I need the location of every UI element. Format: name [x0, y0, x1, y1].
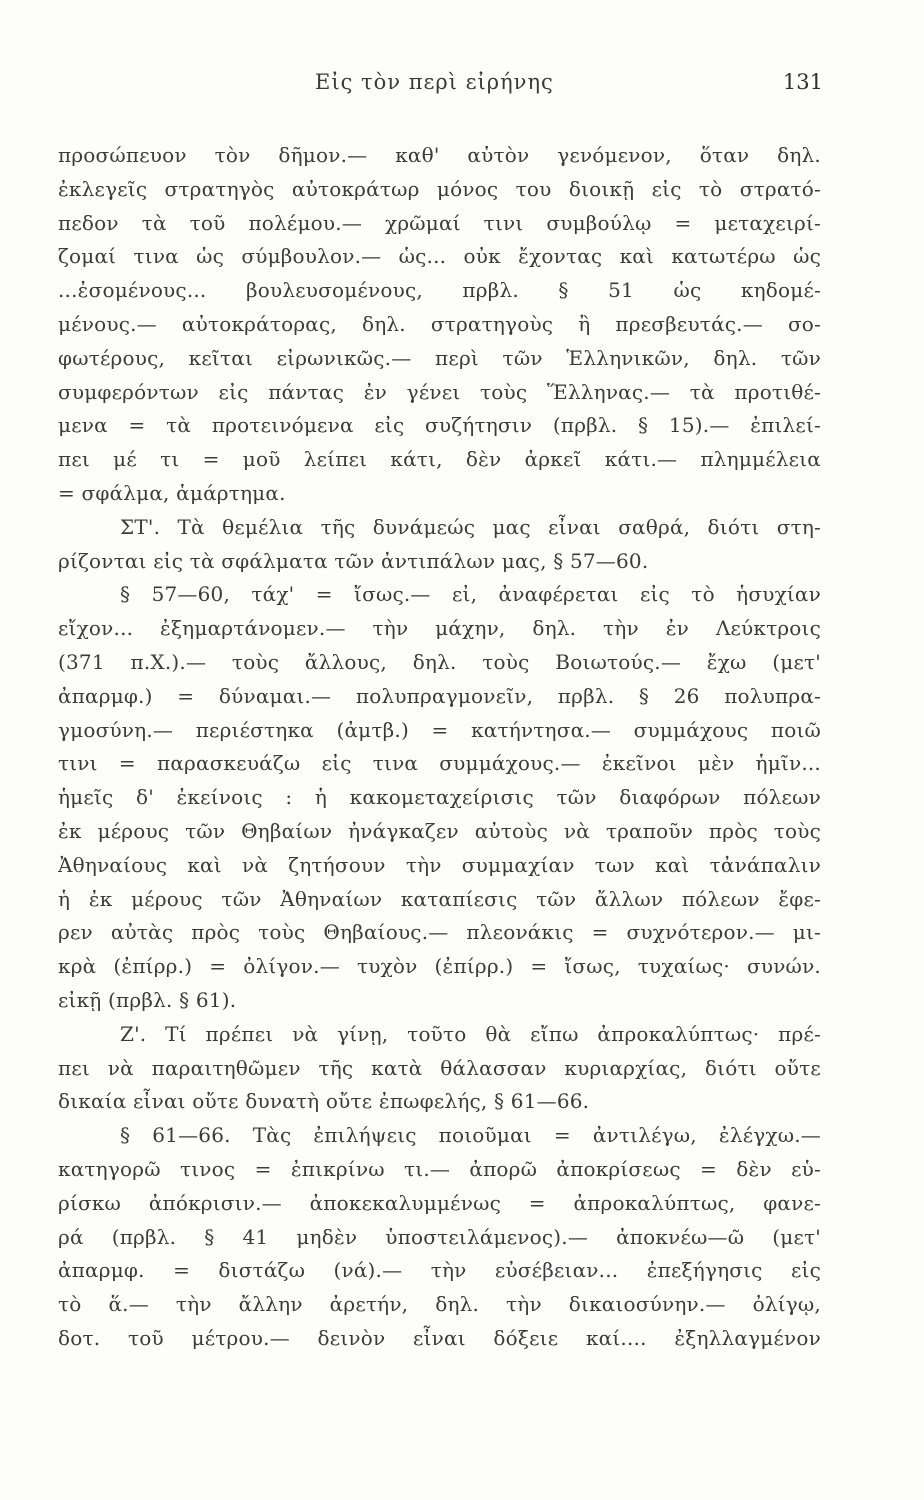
text-line: ἀπαρμφ.) = δύναμαι.— πολυπραγμονεῖν, πρβλ. § 26 πολυπρα-	[58, 683, 821, 708]
page-number: 131	[782, 70, 823, 94]
text-line: ...ἐσομένους... βουλευσομένους, πρβλ. § 51 ὡς κηδομέ-	[58, 278, 821, 303]
running-title: Εἰς τὸν περὶ εἰρήνης	[315, 70, 554, 94]
text-line: ἐκ μέρους τῶν Θηβαίων ἠνάγκαζεν αὐτοὺς νὰ τραποῦν πρὸς τοὺς	[58, 818, 821, 843]
text-line: ἀπαρμφ. = διστάζω (νά).— τὴν εὐσέβειαν... ἐπεξήγησις εἰς	[58, 1258, 821, 1283]
text-line: κρὰ (ἐπίρρ.) = ὀλίγον.— τυχὸν (ἐπίρρ.) = ἴσως, τυχαίως· συνών.	[58, 954, 821, 979]
running-header	[60, 70, 823, 100]
commentary-text	[58, 139, 821, 1356]
text-line: προσώπευον τὸν δῆμον.— καθ' αὑτὸν γενόμενον, ὅταν δηλ.	[58, 143, 821, 167]
text-line: ρά (πρβλ. § 41 μηδὲν ὑποστειλάμενος).— ἀποκνέω—ῶ (μετ'	[58, 1224, 821, 1249]
text-line: γμοσύνη.— περιέστηκα (ἀμτβ.) = κατήντησα.— συμμάχους ποιῶ	[58, 717, 821, 742]
text-line: πει μέ τι = μοῦ λείπει κάτι, δὲν ἀρκεῖ κάτι.— πλημμέλεια	[58, 447, 821, 472]
text-line: πεδον τὰ τοῦ πολέμου.— χρῶμαί τινι συμβούλῳ = μεταχειρί-	[58, 210, 821, 235]
text-line: μένους.— αὐτοκράτορας, δηλ. στρατηγοὺς ἢ πρεσβευτάς.— σο-	[58, 311, 821, 336]
text-line: § 61—66. Τὰς ἐπιλήψεις ποιοῦμαι = ἀντιλέγω, ἐλέγχω.—	[120, 1123, 821, 1148]
text-line: ἡ ἐκ μέρους τῶν Ἀθηναίων καταπίεσις τῶν ἄλλων πόλεων ἔφε-	[58, 886, 821, 911]
text-line: κατηγορῶ τινος = ἐπικρίνω τι.— ἀπορῶ ἀποκρίσεως = δὲν εὑ-	[58, 1156, 821, 1181]
text-line: ἡμεῖς δ' ἐκείνοις : ἡ κακομεταχείρισις τῶν διαφόρων πόλεων	[58, 785, 821, 810]
text-line: ζομαί τινα ὡς σύμβουλον.— ὡς... οὐκ ἔχοντας καὶ κατωτέρω ὡς	[58, 244, 821, 269]
text-line: τὸ ἅ.— τὴν ἄλλην ἀρετήν, δηλ. τὴν δικαιοσύνην.— ὀλίγῳ,	[58, 1292, 821, 1317]
text-line: δικαία εἶναι οὔτε δυνατὴ οὔτε ἐπωφελής, § 61—66.	[58, 1089, 590, 1114]
text-line: Ἀθηναίους καὶ νὰ ζητήσουν τὴν συμμαχίαν των καὶ τἀνάπαλιν	[58, 852, 821, 877]
section-heading-line: ΣΤ'. Τὰ θεμέλια τῆς δυνάμεώς μας εἶναι σαθρά, διότι στη-	[120, 514, 821, 539]
text-line: ρεν αὐτὰς πρὸς τοὺς Θηβαίους.— πλεονάκις = συχνότερον.— μι-	[58, 920, 821, 945]
text-line: φωτέρους, κεῖται εἰρωνικῶς.— περὶ τῶν Ἑλληνικῶν, δηλ. τῶν	[58, 345, 821, 370]
text-line: πει νὰ παραιτηθῶμεν τῆς κατὰ θάλασσαν κυριαρχίας, διότι οὔτε	[58, 1055, 821, 1080]
text-line: μενα = τὰ προτεινόμενα εἰς συζήτησιν (πρβλ. § 15).— ἐπιλεί-	[58, 413, 821, 438]
text-line: ρίσκω ἀπόκρισιν.— ἀποκεκαλυμμένως = ἀπροκαλύπτως, φανε-	[58, 1190, 821, 1215]
section-heading-line: Ζ'. Τί πρέπει νὰ γίνῃ, τοῦτο θὰ εἴπω ἀπροκαλύπτως· πρέ-	[120, 1021, 821, 1046]
text-line: τινι = παρασκευάζω εἰς τινα συμμάχους.— ἐκεῖνοι μὲν ἡμῖν...	[58, 751, 821, 776]
text-line: ἐκλεγεῖς στρατηγὸς αὐτοκράτωρ μόνος του διοικῇ εἰς τὸ στρατό-	[58, 176, 821, 201]
text-line: δοτ. τοῦ μέτρου.— δεινὸν εἶναι δόξειε καί.... ἐξηλλαγμένον	[58, 1325, 821, 1350]
text-line: συμφερόντων εἰς πάντας ἐν γένει τοὺς Ἕλληνας.— τὰ προτιθέ-	[58, 379, 821, 404]
text-line: ρίζονται εἰς τὰ σφάλματα τῶν ἀντιπάλων μας, § 57—60.	[58, 548, 649, 573]
text-line: (371 π.Χ.).— τοὺς ἄλλους, δηλ. τοὺς Βοιωτούς.— ἔχω (μετ'	[58, 649, 821, 674]
text-line: = σφάλμα, ἁμάρτημα.	[58, 480, 286, 505]
text-line: § 57—60, τάχ' = ἴσως.— εἰ, ἀναφέρεται εἰς τὸ ἡσυχίαν	[120, 582, 821, 607]
text-line: εἴχον... ἐξημαρτάνομεν.— τὴν μάχην, δηλ. τὴν ἐν Λεύκτροις	[58, 616, 821, 641]
text-line: εἰκῇ (πρβλ. § 61).	[58, 987, 237, 1012]
